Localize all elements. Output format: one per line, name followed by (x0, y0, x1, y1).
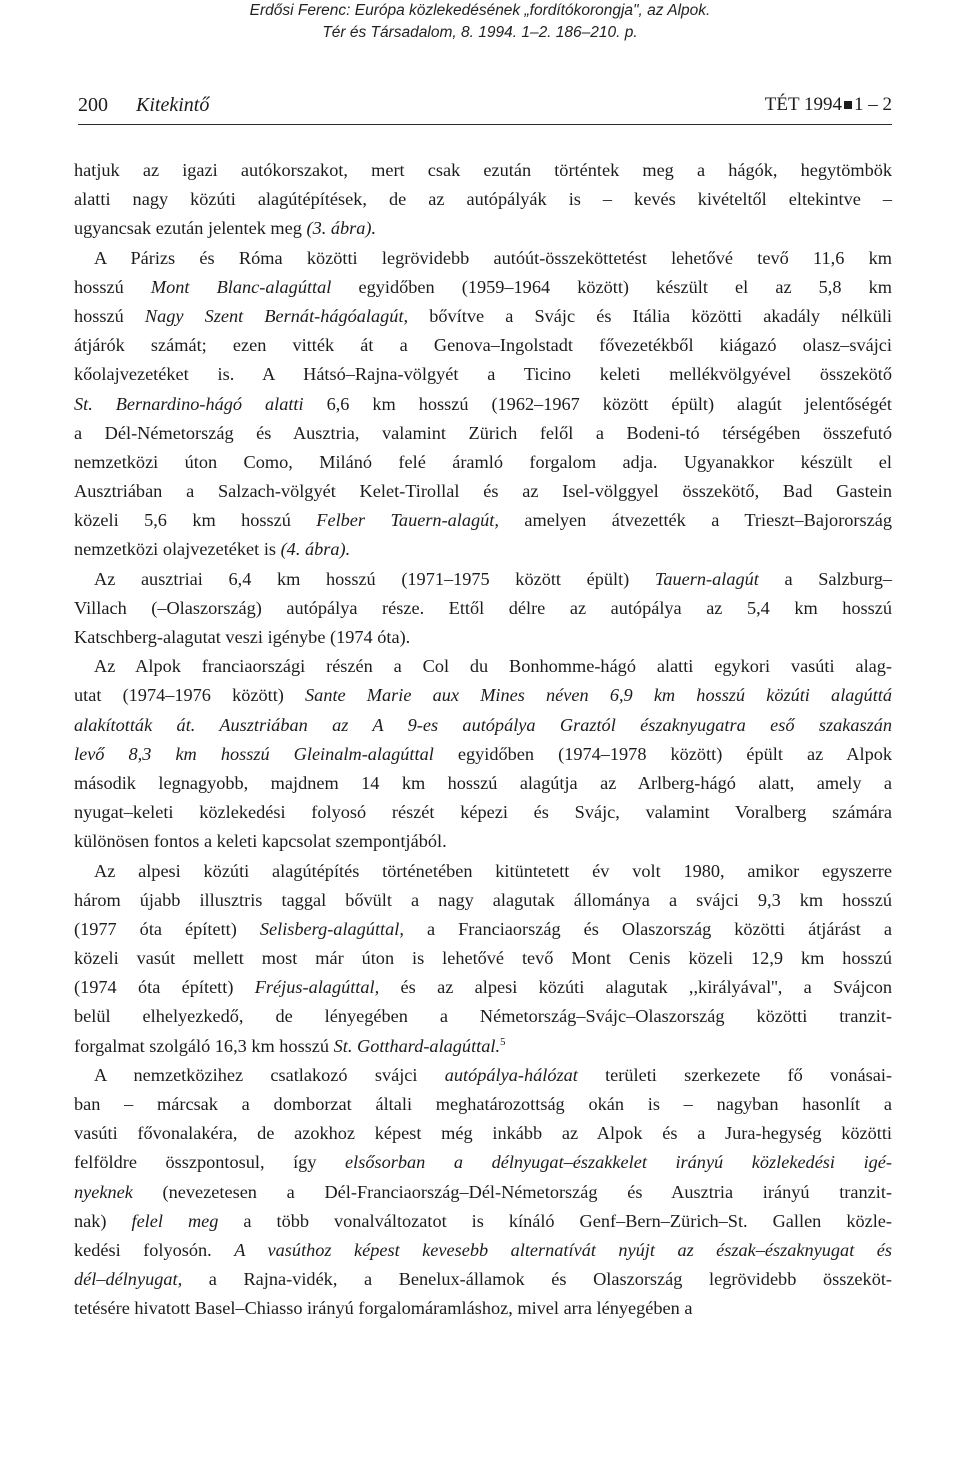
text-span: belül elhelyezkedő, de lényegében a Németország–Svájc–Olaszország közötti tranzit- (74, 1006, 892, 1027)
citation-line-1: Erdősi Ferenc: Európa közlekedésének „fordítókorongja", az Alpok. (249, 2, 711, 19)
text-line (74, 477, 892, 506)
text-line (74, 390, 892, 419)
text-span: közeli vasút mellett most már úton is lehetővé tevő Mont Cenis közeli 12,9 km hosszú (74, 948, 892, 969)
text-line (74, 1178, 892, 1207)
paragraph (74, 857, 892, 1061)
text-line (74, 798, 892, 827)
text-span: hosszú (74, 276, 151, 297)
text-span: forgalmat szolgáló 16,3 km hosszú (74, 1035, 334, 1056)
italic-span: Fréjus-alagúttal, (254, 977, 380, 998)
italic-span: elsősorban a délnyugat–északkelet irányú közlekedési igé- (345, 1152, 892, 1173)
italic-span: Felber Tauern-alagút, (316, 510, 499, 531)
citation-line-2: Tér és Társadalom, 8. 1994. 1–2. 186–210. p. (322, 24, 638, 41)
italic-span: St. Gotthard-alagúttal. (333, 1035, 501, 1056)
section-title: Kitekintő (136, 94, 210, 116)
text-span: a több vonalváltozatot is kínáló Genf–Bern–Zürich–St. Gallen közle- (218, 1210, 892, 1231)
paragraph (74, 652, 892, 856)
text-span: a Dél-Németország és Ausztria, valamint Zürich felől a Bodeni-tó térségében összefutó (74, 422, 892, 443)
issue-number: 1 – 2 (854, 94, 892, 115)
text-line (74, 944, 892, 973)
text-line (74, 1119, 892, 1148)
text-span: Az ausztriai 6,4 km hosszú (1971–1975 között épült) (94, 568, 655, 589)
text-line (74, 1090, 892, 1119)
text-line (74, 886, 892, 915)
text-span: egyidőben (1974–1978 között) épült az Alpok (433, 743, 892, 764)
italic-span: Mont Blanc-alagúttal (150, 276, 332, 297)
text-line (74, 652, 892, 681)
text-line (74, 827, 892, 856)
text-span: A Párizs és Róma közötti legrövidebb autóút-összeköttetést lehetővé tevő 11,6 km (94, 247, 892, 268)
text-span: közeli 5,6 km hosszú (74, 510, 317, 531)
text-line (74, 915, 892, 944)
text-span: a Salzburg– (758, 568, 892, 589)
text-line (74, 1061, 892, 1090)
italic-span: Selisberg-alagúttal, (259, 918, 404, 939)
page-number: 200 (78, 94, 108, 116)
italic-span: autópálya-hálózat (444, 1064, 578, 1085)
paragraph (74, 1061, 892, 1324)
text-span: ugyancsak ezután jelentek meg (74, 218, 307, 239)
square-bullet-icon (844, 101, 852, 109)
text-span: Az Alpok franciaországi részén a Col du Bonhomme-hágó alatti egykori vasúti alag- (94, 656, 892, 677)
italic-span: levő 8,3 km hosszú Gleinalm-alagúttal (74, 743, 434, 764)
text-line (74, 244, 892, 273)
text-line (74, 711, 892, 740)
text-line (74, 1002, 892, 1031)
text-span: utat (1974–1976 között) (74, 685, 306, 706)
text-span: hatjuk az igazi autókorszakot, mert csak ezután történtek meg a hágók, hegytömbök (74, 160, 892, 180)
text-line (74, 214, 892, 243)
paragraph (74, 244, 892, 565)
text-span: Az alpesi közúti alagútépítés történetében kitüntetett év volt 1980, amikor egyszerre (94, 860, 892, 881)
text-span: és az alpesi közúti alagutak ,,királyával'', a Svájcon (379, 977, 892, 998)
text-span: területi szerkezete fő vonásai- (577, 1064, 892, 1085)
text-span: (1974 óta épített) (74, 977, 255, 998)
text-span: második legnagyobb, majdnem 14 km hosszú alagútja az Arlberg-hágó alatt, amely a (74, 772, 892, 793)
running-header (78, 94, 892, 125)
text-span: Ausztriában a Salzach-völgyét Kelet-Tirollal és az Isel-völggyel összekötő, Bad Gastein (74, 481, 892, 502)
italic-span: (4. ábra). (280, 539, 351, 560)
text-line (74, 623, 892, 652)
text-line (74, 857, 892, 886)
paragraph (74, 156, 892, 244)
text-line (74, 1265, 892, 1294)
body-text (74, 156, 892, 1324)
italic-span: alakították át. Ausztriában az A 9-es autópálya Graztól északnyugatra eső szakaszán (74, 714, 892, 735)
text-span: Katschberg-alagutat veszi igénybe (1974 óta). (74, 627, 411, 647)
italic-span: A vasúthoz képest kevesebb alternatívát nyújt az észak–északnyugat és (234, 1239, 892, 1260)
text-span: kőolajvezetéket is. A Hátsó–Rajna-völgyét a Ticino keleti mellékvölgyével összekötő (74, 364, 892, 385)
italic-span: Nagy Szent Bernát-hágóalagút, (144, 305, 409, 326)
text-span: három újabb illusztris taggal bővült a nagy alagutak állománya a svájci 9,3 km hosszú (74, 889, 892, 910)
italic-span: (3. ábra). (306, 218, 377, 239)
text-line (74, 565, 892, 594)
text-line (74, 506, 892, 535)
text-span: hosszú (74, 305, 145, 326)
text-span: tetésére hivatott Basel–Chiasso irányú forgalomáramláshoz, mivel arra lényegében a (74, 1298, 693, 1319)
text-span: alatti nagy közúti alagútépítések, de az autópályák is – kevés kivételtől eltekintve – (74, 189, 892, 210)
text-span: amelyen átvezették a Trieszt–Bajorország (498, 510, 892, 531)
text-span: Villach (–Olaszország) autópálya része. Ettől délre az autópálya az 5,4 km hosszú (74, 597, 892, 618)
text-span: (1977 óta épített) (74, 918, 260, 939)
italic-span: felel meg (131, 1210, 219, 1231)
text-span: kedési folyosón. (74, 1239, 235, 1260)
text-span: 6,6 km hosszú (1962–1967 között épült) alagút jelentőségét (303, 393, 892, 414)
text-span: felföldre összpontosul, így (74, 1152, 346, 1173)
text-span: nak) (74, 1210, 132, 1231)
italic-span: dél–délnyugat, (74, 1269, 183, 1290)
text-line (74, 594, 892, 623)
text-line (74, 740, 892, 769)
text-span: A nemzetközihez csatlakozó svájci (94, 1064, 445, 1085)
text-line (74, 535, 892, 564)
footnote-marker: 5 (500, 1035, 506, 1048)
text-line (74, 273, 892, 302)
italic-span: nyeknek (74, 1181, 133, 1202)
italic-span: St. Bernardino-hágó alatti (74, 393, 304, 414)
text-span: átjárók számát; ezen vitték át a Genova–Ingolstadt fővezetékből kiágazó olasz–svájci (74, 335, 892, 356)
text-line (74, 769, 892, 798)
text-line (74, 1148, 892, 1177)
text-span: nyugat–keleti közlekedési folyosó részét képezi és Svájc, valamint Voralberg számára (74, 802, 892, 823)
text-line (74, 973, 892, 1002)
paragraph (74, 565, 892, 653)
italic-span: Sante Marie aux Mines néven 6,9 km hosszú közúti alagúttá (305, 685, 892, 706)
text-line (74, 419, 892, 448)
text-line (74, 1294, 892, 1323)
italic-span: Tauern-alagút (654, 568, 759, 589)
text-line (74, 1236, 892, 1265)
text-line (74, 156, 892, 185)
text-span: (nevezetesen a Dél-Franciaország–Dél-Németország és Ausztria irányú tranzit- (132, 1181, 892, 1202)
text-span: egyidőben (1959–1964 között) készült el az 5,8 km (331, 276, 892, 297)
citation (0, 0, 960, 44)
text-line (74, 360, 892, 389)
text-span: a Franciaország és Olaszország közötti átjárást a (403, 918, 893, 939)
text-line (74, 681, 892, 710)
text-line (74, 331, 892, 360)
text-span: ban – márcsak a domborzat általi meghatározottság okán is – nagyban hasonlít a (74, 1094, 892, 1114)
text-span: a Rajna-vidék, a Benelux-államok és Olaszország legrövidebb összeköt- (182, 1269, 892, 1290)
text-span: nemzetközi olajvezetéket is (74, 539, 281, 560)
text-line (74, 1207, 892, 1236)
text-line (74, 448, 892, 477)
text-span: különösen fontos a keleti kapcsolat szempontjából. (74, 831, 447, 852)
text-line (74, 302, 892, 331)
text-line (74, 1032, 892, 1061)
text-span: bővítve a Svájc és Itália közötti akadály nélküli (408, 305, 892, 326)
journal-name: TÉT 1994 (764, 94, 842, 115)
text-line (74, 185, 892, 214)
text-span: nemzetközi úton Como, Milánó felé áramló forgalom adja. Ugyanakkor készült el (74, 451, 892, 472)
journal-issue (765, 94, 892, 116)
text-span: vasúti fővonalakéra, de azokhoz képest még inkább az Alpok és a Jura-hegység közötti (74, 1123, 892, 1144)
